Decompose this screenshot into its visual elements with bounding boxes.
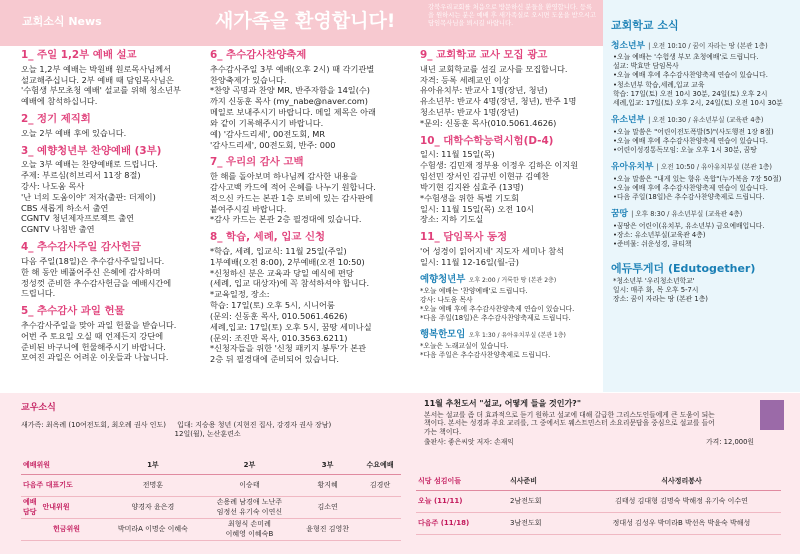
dept-name: 행복한모임	[420, 328, 466, 340]
news-column-3	[420, 46, 602, 360]
news-item-body: 추수감사주일 3부 예배(오후 2시) 때 각기관별 찬양축제가 있습니다. *찬양 곡명과 찬양 MR, 반주자함을 14일(수) 까지 신동훈 목사 (my_nabe@naver.com) 메일로 보내주시기 바랍니다. 메일 제목은 아래 와 같이 기록해주시기 바랍니다. 예) '감사드리세', 00전도회, MR '감사드리세', 00전도회, 반주: 000	[210, 63, 376, 150]
table-cell: 이승태	[203, 475, 296, 497]
news-item-title: 2_ 정기 제직회	[21, 113, 91, 126]
table-header-cell: 2부	[203, 458, 296, 475]
dept-name: 유아유치부	[611, 162, 654, 173]
dept-body: •꿈땅은 어린이(유치부, 유소년부) 금요예배입니다. •장소: 유소년부실(교육관 4층) •준비물: 쉬운성경, 큐티책	[613, 222, 765, 249]
table-row	[21, 475, 401, 497]
table-cell: 황지혜	[296, 475, 359, 497]
book-title: 11월 추천도서 "설교, 어떻게 들을 것인가?"	[424, 399, 581, 408]
duty-group-label: 예배 담당	[23, 498, 37, 516]
row-label: 헌금위원	[21, 519, 103, 541]
dept-title	[420, 274, 602, 286]
table-cell	[359, 497, 401, 519]
news-item	[210, 49, 410, 150]
news-item-body: 내년 교회학교를 섬길 교사를 모집합니다. 자격: 등록 세례교인 이상 유아유치부: 반교사 1명(장년, 청년) 유소년부: 반교사 4명(장년, 청년), 반주 1명 청소년부: 반교사 1명(장년) *문의: 신동훈 목사(010.5061.4626)	[420, 63, 577, 128]
news-item-body: 오늘 2부 예배 후에 있습니다.	[21, 127, 127, 138]
dept-schedule: 오후 1:30 / 유아유치부실 (본관 1층)	[468, 331, 566, 339]
news-item-title: 11_ 담임목사 동정	[420, 231, 508, 244]
news-item-title: 1_ 주일 1,2부 예배 설교	[21, 49, 137, 61]
table-header-cell: 예배위원	[21, 458, 103, 475]
news-item-title: 5_ 추수감사 과일 헌물	[21, 305, 125, 318]
dept-body: *오늘은 노래교실이 있습니다. *다음 주일은 추수감사찬양축제로 드립니다.	[420, 342, 551, 360]
book-recommendation	[424, 399, 754, 447]
row-label: 다음주 (11/18)	[416, 513, 508, 535]
news-column-1	[21, 46, 199, 363]
news-item	[420, 49, 602, 129]
member-news-title: 교우소식	[21, 403, 56, 413]
meal-table	[416, 474, 781, 535]
news-item-body: 오늘 3부 예배는 찬양예배로 드립니다. 주제: 부르심(히브리서 11장 8절) 강사: 나도움 목사 '난 너의 도움이야' 저자(출판: 더제이) CBS 새롭게 하소서 출연 CGNTV 청년제자프로젝트 출연 CGNTV 나침반 출연	[21, 159, 158, 235]
news-item	[21, 113, 199, 139]
book-description: 본서는 설교를 좀 더 효과적으로 듣기 원하고 설교에 대해 갈급한 그리스도인들에게 큰 도움이 되는 책이다. 본서는 성경과 주요 교리를, 그 중에서도 웨스트민스터 소요리문답을 중심으로 설교를 들어 가는 책이다.	[424, 410, 715, 437]
table-cell: 양경자 윤은경	[103, 497, 203, 519]
table-cell: 최형식 손미례 이혜영 이혜숙B	[203, 519, 296, 541]
member-news	[21, 403, 401, 439]
table-header-cell: 수요예배	[359, 458, 401, 475]
dept-body: •오늘 말씀은 "내게 있는 향유 옥합"(누가복음 7장 50절) •오늘 예배 후에 추수감사찬양축제 연습이 있습니다. •다음 주일(18일)은 추수감사찬양축제로 드립니다.	[613, 174, 782, 202]
news-item	[21, 241, 199, 299]
news-item-title: 7_ 우리의 감사 고백	[210, 156, 304, 169]
dept-schedule: | 오전 10:50 / 유아유치부실 (본관 1층)	[656, 163, 773, 172]
news-item-body: *학습, 세례, 입교식: 11월 25일(주일) 1부예배(오전 8:00), 2부예배(오전 10:50) *신청하신 분은 교육과 당일 예식에 편당 (세례, 입교 대상자)에 꼭 참석하셔야 합니다. *교육일정, 장소: 학습: 17일(토) 오후 5시, 시니어룸 (문의: 신동훈 목사, 010.5061.4626) 세례,입교: 17일(토) 오후 5시, 꿈땅 세미나실 (문의: 조진만 목사, 010.3563.6211) *신청자들을 위한 '신청 패키지 봉투'가 본관 2층 뒤 필경대에 준비되어 있습니다.	[210, 245, 372, 365]
member-news-body: 새가족: 최옥례 (10여전도회, 최오례 권사 인도) 입대: 지승용 청년 (지현진 집사, 강경자 권사 장남) 12일(월), 논산훈련소	[21, 420, 332, 439]
dept-name: 유소년부	[611, 115, 645, 126]
table-cell: 김태성 김대형 김명숙 박해정 유기숙 이수연	[582, 491, 781, 513]
news-label: 교회소식 News	[22, 15, 102, 28]
dept-item	[420, 274, 602, 323]
news-item	[21, 305, 199, 363]
dept-name: 예향청년부	[420, 273, 466, 285]
table-header-cell: 식사준비	[508, 474, 582, 491]
table-row	[416, 513, 781, 535]
dept-schedule: | 오후 8:30 / 유소년부실 (교육관 4층)	[631, 210, 743, 219]
news-item-title: 3_ 예향청년부 찬양예배 (3부)	[21, 144, 162, 157]
news-item-title: 4_ 추수감사주일 감사헌금	[21, 241, 142, 254]
news-item	[210, 231, 410, 365]
book-meta	[424, 438, 754, 447]
table-cell: 2남전도회	[508, 491, 582, 513]
table-row	[416, 491, 781, 513]
table-cell: 김경란	[359, 475, 401, 497]
welcome-notice: 강북우리교회를 처음으로 방문하신 분들을 환영합니다. 등록을 원하시는 분은 예배 후 새가족실로 오시면 도움을 받으시고 담임목사님을 뵈시길 바랍니다.	[428, 4, 597, 28]
church-school-title: 교회학교 소식	[611, 19, 679, 32]
dept-title	[611, 115, 800, 127]
dept-schedule: 오후 2:00 / 거룩한 땅 (본관 2층)	[468, 276, 557, 284]
news-item-title: 9_ 교회학교 교사 모집 광고	[420, 49, 548, 61]
news-item-body: 다음 주일(18일)은 추수감사주일입니다. 한 해 동안 베풀어주신 은혜에 감사하며 정성껏 준비한 추수감사헌금을 예배시간에 드립니다.	[21, 255, 172, 299]
news-item-body: '어 성경이 읽어지네' 지도자 세미나 참석 일시: 11월 12-16일(월-금)	[420, 245, 565, 267]
news-item-body: 추수감사주일을 맞아 과일 헌물을 받습니다. 어번 주 토요일 오실 때 언제든지 강단에 준비된 바구니에 헌물해주시기 바랍니다. 모여진 과일은 어려운 이웃들과 나눕니다.	[21, 319, 177, 363]
dept-body: •오늘 말씀은 "어린이전도폭발(5)"(사도행전 1장 8절) •오늘 예배 후에 추수감사찬양축제 연습이 있습니다. •어린이성경통독모임: 오늘 오후 1시 30분, 꿈땅	[613, 127, 774, 155]
table-cell: 정대성 김성우 박미라B 박선옥 박윤숙 박해성	[582, 513, 781, 535]
page-title: 새가족을 환영합니다!	[215, 10, 396, 32]
news-item-body: 오늘 1,2부 예배는 박원배 원로목사님께서 설교해주십니다. 2부 예배 때 담임목사님은 '수험생 부모초청 예배' 설교를 위해 청소년부 예배에 참석하십니다.	[21, 63, 181, 107]
news-item	[210, 156, 410, 225]
table-cell: 3남전도회	[508, 513, 582, 535]
dept-title	[611, 162, 800, 174]
news-item-title: 8_ 학습, 세례, 입교 신청	[210, 231, 326, 244]
table-header-cell: 1부	[103, 458, 203, 475]
row-label	[21, 497, 103, 519]
dept-item	[420, 329, 602, 360]
table-cell: 박미라A 이명순 이혜숙	[103, 519, 203, 541]
news-item	[420, 231, 602, 267]
dept-schedule: | 오전 10:30 / 유소년부실 (교육관 4층)	[648, 116, 764, 125]
row-label: 오늘 (11/11)	[416, 491, 508, 513]
book-price: 가격: 12,000원	[706, 438, 754, 447]
dept-title	[420, 329, 602, 341]
table-cell: 전명훈	[103, 475, 203, 497]
news-column-2	[210, 46, 410, 365]
edutogether-body: *청소년부 '우리청소년학교' 일시: 매주 화, 목 오후 5-7시 장소: 꿈이 자라는 땅 (본관 1층)	[613, 277, 708, 304]
church-school-panel	[603, 0, 800, 392]
book-publisher: 출판사: 좋은씨앗 저자: 손재익	[424, 438, 514, 447]
table-cell: 윤형진 김영찬	[296, 519, 359, 541]
news-item	[21, 145, 199, 236]
table-cell: 김소연	[296, 497, 359, 519]
news-item-body: 한 해를 돌아보며 하나님께 감사한 내용을 감사고백 카드에 적어 은혜를 나누기 원합니다. 적으신 카드는 본관 1층 로비에 있는 감사판에 붙여주시길 바랍니다. *감사 카드는 본관 2층 필경대에 있습니다.	[210, 171, 376, 225]
dept-title	[611, 209, 800, 221]
dept-body: *오늘 예배는 '찬양예배'로 드립니다. 강사: 나도움 목사 *오늘 예배 후에 추수감사찬양축제 연습이 있습니다. *다음 주일(18일)은 추수감사찬양축제로 드립니다.	[420, 287, 575, 322]
table-header	[416, 474, 781, 491]
news-item	[420, 135, 602, 226]
table-row	[21, 497, 401, 519]
table-cell: 손용례 남경애 노난주 임정선 유기숙 이연신	[203, 497, 296, 519]
book-cover-image	[760, 400, 784, 430]
duty-table	[21, 458, 401, 541]
table-header	[21, 458, 401, 475]
table-header-cell: 식사정리봉사	[582, 474, 781, 491]
table-row	[21, 519, 401, 541]
news-item	[21, 49, 199, 107]
dept-name: 청소년부	[611, 40, 645, 51]
dept-schedule: | 오전 10:10 / 꿈이 자라는 땅 (본관 1층)	[648, 41, 768, 50]
edutogether-title: 에듀투게더 (Edutogether)	[611, 261, 756, 275]
dept-body: •오늘 예배는 '수험생 부모 초청예배'로 드립니다. 설교: 박효만 담임목사 •오늘 예배 후에 추수감사찬양축제 연습이 있습니다. •청소년부 학습,세례,입교 교육 학습: 17일(토) 오전 10시 30분, 24일(토) 오후 2시 세례,입교: 17일(토) 오후 2시, 24일(토) 오전 10시 30분	[613, 53, 783, 107]
table-header-cell: 3부	[296, 458, 359, 475]
news-item-title: 10_ 대학수학능력시험(D-4)	[420, 134, 554, 147]
dept-name: 꿈땅	[611, 209, 628, 220]
news-item-title: 6_ 추수감사찬양축제	[210, 49, 307, 61]
row-sublabel: 안내위원	[42, 503, 70, 512]
news-item-body: 일시: 11월 15일(목) 수험생: 김민재 정부용 이정우 김하은 이지원 임선민 장서인 김규빈 이현규 김예찬 박기현 김지완 심효주 (13명) *수험생을 위한 특별 기도회 일시: 11월 15일(목) 오전 10시 장소: 지하 기도실	[420, 149, 579, 225]
row-label: 다음주 대표기도	[21, 475, 103, 497]
dept-title	[611, 41, 800, 53]
table-cell	[359, 519, 401, 541]
table-header-cell: 식당 섬김이들	[416, 474, 508, 491]
